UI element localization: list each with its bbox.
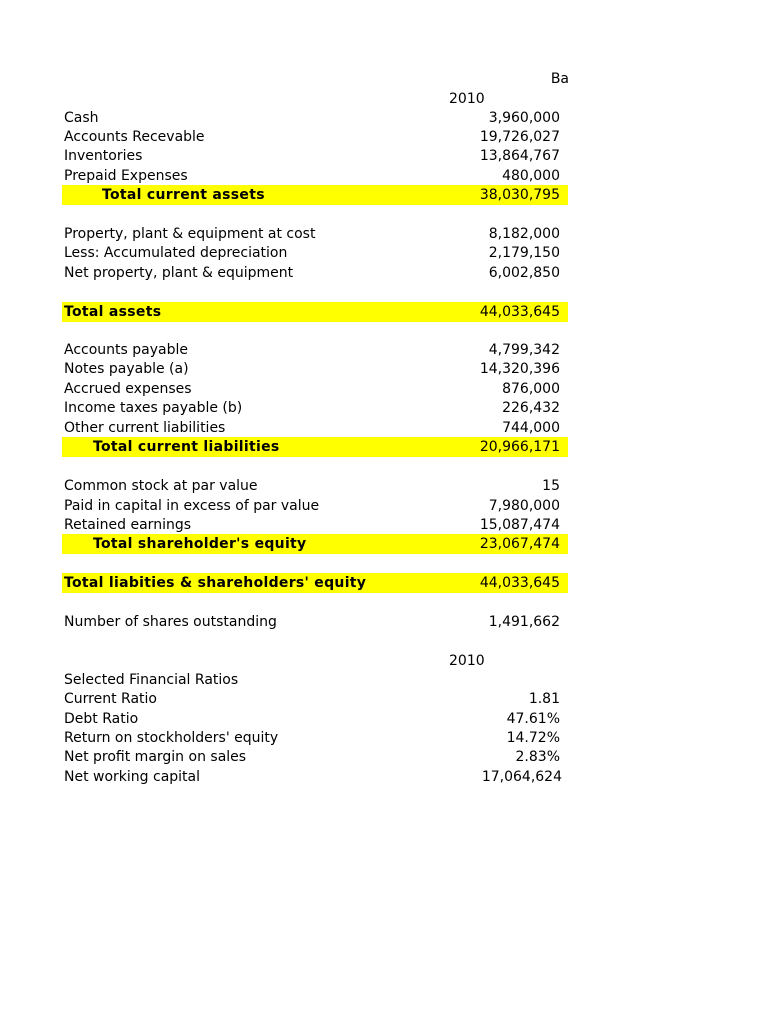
- row-net-working-capital: [62, 767, 568, 787]
- row-common-stock: [62, 476, 568, 496]
- row-debt-ratio: [62, 709, 568, 729]
- row-value: 7,980,000: [488, 498, 560, 514]
- row-label: Total current assets: [102, 187, 265, 203]
- row-value: 6,002,850: [488, 265, 560, 281]
- row-value: 1.81: [528, 691, 560, 707]
- row-label: Accounts payable: [64, 342, 188, 358]
- row-label: Other current liabilities: [64, 420, 226, 436]
- row-prepaid-expenses: [62, 166, 568, 186]
- row-label: Net working capital: [64, 769, 201, 785]
- row-label: Cash: [64, 110, 99, 126]
- row-label: Notes payable (a): [64, 361, 189, 377]
- row-label: Retained earnings: [64, 517, 192, 533]
- row-value: 15: [542, 478, 560, 494]
- row-value: 226,432: [502, 400, 560, 416]
- row-label: Debt Ratio: [64, 711, 139, 727]
- row-income-taxes-payable: [62, 398, 568, 418]
- row-value: 1,491,662: [488, 614, 560, 630]
- row-retained-earnings: [62, 515, 568, 535]
- ratios-heading: [62, 670, 568, 690]
- row-value: 2,179,150: [488, 245, 560, 261]
- row-shares-outstanding: [62, 612, 568, 632]
- row-total-liabilities-equity: [62, 573, 568, 593]
- row-value: 14,320,396: [479, 361, 560, 377]
- row-value: 38,030,795: [479, 187, 560, 203]
- row-label: Total current liabilities: [93, 439, 280, 455]
- row-value: 4,799,342: [488, 342, 560, 358]
- row-cash: [62, 108, 568, 128]
- row-value: 17,064,624: [481, 769, 562, 785]
- row-total-current-liabilities: [62, 437, 568, 457]
- row-label: Number of shares outstanding: [64, 614, 277, 630]
- row-value: 44,033,645: [479, 304, 560, 320]
- row-label: Common stock at par value: [64, 478, 258, 494]
- row-label: Paid in capital in excess of par value: [64, 498, 320, 514]
- row-accumulated-depreciation: [62, 243, 568, 263]
- row-value: 744,000: [502, 420, 560, 436]
- row-ppe-at-cost: [62, 224, 568, 244]
- row-value: 2.83%: [515, 749, 560, 765]
- row-label: Prepaid Expenses: [64, 168, 188, 184]
- row-value: 480,000: [502, 168, 560, 184]
- row-total-shareholders-equity: [62, 534, 568, 554]
- row-value: 19,726,027: [479, 129, 560, 145]
- row-value: 3,960,000: [488, 110, 560, 126]
- row-accounts-payable: [62, 340, 568, 360]
- ratios-year-header: 2010: [449, 653, 485, 669]
- row-return-on-equity: [62, 728, 568, 748]
- row-value: 14.72%: [506, 730, 560, 746]
- row-label: Income taxes payable (b): [64, 400, 243, 416]
- row-label: Accrued expenses: [64, 381, 192, 397]
- row-label: Return on stockholders' equity: [64, 730, 279, 746]
- row-net-ppe: [62, 263, 568, 283]
- row-inventories: [62, 146, 568, 166]
- balance-sheet: [62, 0, 568, 1024]
- row-label: Current Ratio: [64, 691, 157, 707]
- row-label: Less: Accumulated depreciation: [64, 245, 288, 261]
- row-value: 47.61%: [506, 711, 560, 727]
- row-paid-in-capital: [62, 496, 568, 516]
- row-label: Total liabities & shareholders' equity: [64, 575, 367, 591]
- row-notes-payable: [62, 359, 568, 379]
- row-label: Total assets: [64, 304, 162, 320]
- sheet-title-fragment: Ba: [550, 71, 569, 87]
- row-net-profit-margin: [62, 747, 568, 767]
- row-label: Total shareholder's equity: [93, 536, 307, 552]
- column-year-header: 2010: [449, 91, 485, 107]
- row-value: 23,067,474: [479, 536, 560, 552]
- row-value: 15,087,474: [479, 517, 560, 533]
- row-label: Selected Financial Ratios: [64, 672, 239, 688]
- row-total-current-assets: [62, 185, 568, 205]
- row-value: 20,966,171: [479, 439, 560, 455]
- row-current-ratio: [62, 689, 568, 709]
- row-value: 44,033,645: [479, 575, 560, 591]
- row-label: Net profit margin on sales: [64, 749, 247, 765]
- row-value: 13,864,767: [479, 148, 560, 164]
- row-total-assets: [62, 302, 568, 322]
- row-value: 8,182,000: [488, 226, 560, 242]
- row-label: Net property, plant & equipment: [64, 265, 294, 281]
- row-other-current-liabilities: [62, 418, 568, 438]
- row-accrued-expenses: [62, 379, 568, 399]
- row-label: Property, plant & equipment at cost: [64, 226, 316, 242]
- row-label: Inventories: [64, 148, 143, 164]
- row-value: 876,000: [502, 381, 560, 397]
- row-label: Accounts Recevable: [64, 129, 205, 145]
- row-accounts-receivable: [62, 127, 568, 147]
